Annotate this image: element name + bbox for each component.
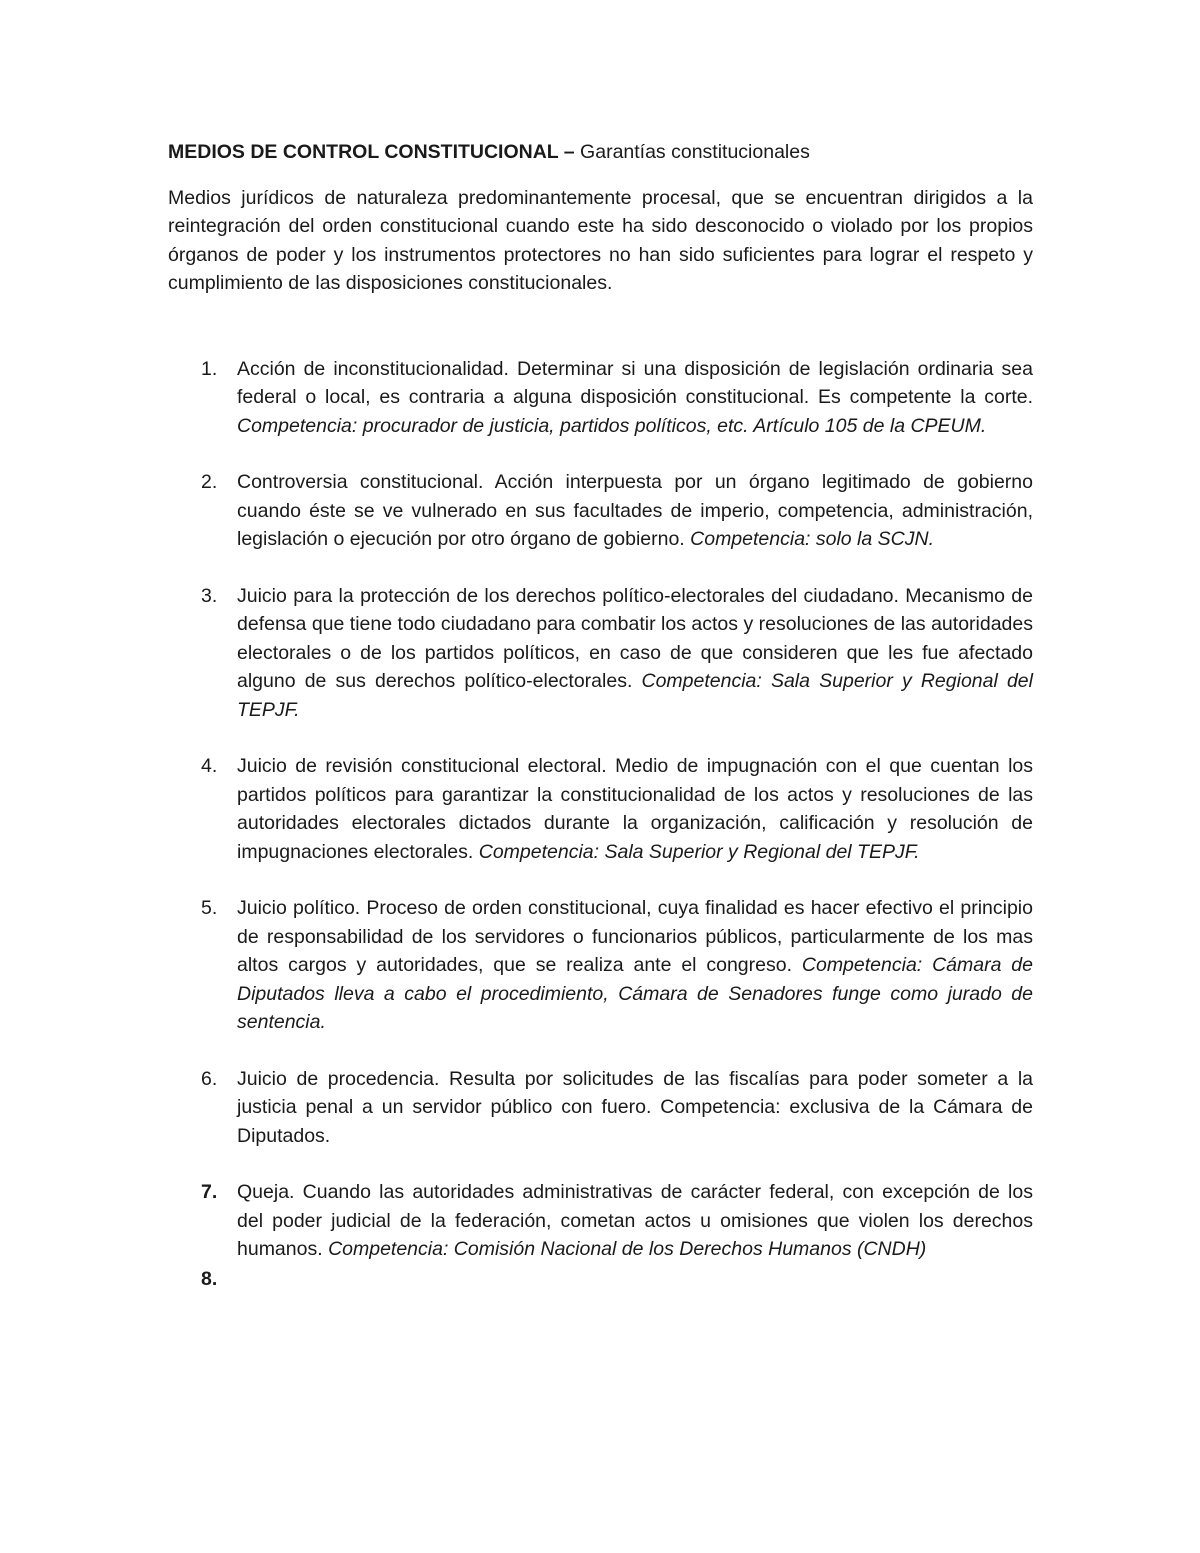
list-item-text: Juicio de revisión constitucional electoral. Medio de impugnación con el que cuentan los partidos políticos para garantizar la constitucionalidad de los actos y resoluciones de las autoridades electorales dictados durante la organización, calificación y resolución de impugnaciones electorales. (237, 755, 1033, 863)
list-item-number: 1. (201, 357, 218, 380)
list-item (168, 752, 1033, 866)
document-title (168, 138, 1033, 167)
list-item-number: 2. (201, 471, 218, 493)
list-item (168, 894, 1033, 1037)
document-content (168, 138, 1033, 1321)
list-item-body (237, 894, 1033, 1037)
list-item-body (237, 1065, 1033, 1151)
list-item-number: 3. (201, 584, 218, 607)
list-item-competence: Competencia: solo la SCJN. (690, 528, 934, 550)
list-item-number: 8. (201, 1267, 218, 1290)
list-item-text: Acción de inconstitucionalidad. Determinar si una disposición de legislación ordinaria sea federal o local, es contraria a alguna disposición constitucional. Es competente la corte. (237, 357, 1033, 408)
list-item-competence: Competencia: Cámara de Diputados lleva a cabo el procedimiento, Cámara de Senadores funge como jurado de sentencia. (237, 954, 1033, 1033)
list-item-body (237, 1265, 1033, 1294)
list-item-text: Juicio político. Proceso de orden constitucional, cuya finalidad es hacer efectivo el principio de responsabilidad de los servidores o funcionarios públicos, particularmente de los mas altos cargos y autoridades, que se realiza ante el congreso. (237, 897, 1033, 976)
list-item-text: Juicio para la protección de los derechos político-electorales del ciudadano. Mecanismo de defensa que tiene todo ciudadano para combatir los actos y resoluciones de las autoridades electorales o de los partidos políticos, en caso de que consideren que les fue afectado alguno de sus derechos político-electorales. (237, 584, 1033, 692)
list-item-number: 5. (201, 897, 218, 919)
list-item-body (237, 468, 1033, 554)
list-item-body (237, 1178, 1033, 1264)
list-item (168, 1265, 1033, 1294)
intro-paragraph: Medios jurídicos de naturaleza predominantemente procesal, que se encuentran dirigidos a la reintegración del orden constitucional cuando este ha sido desconocido o violado por los propios órganos de poder y los instrumentos protectores no han sido suficientes para lograr el respeto y cumplimiento de las disposiciones constitucionales. (168, 186, 1033, 294)
title-bold: MEDIOS DE CONTROL CONSTITUCIONAL – (168, 141, 575, 163)
list-item-number: 6. (201, 1067, 218, 1090)
list-item (168, 582, 1033, 725)
list-item (168, 1065, 1033, 1151)
list-item-competence: Competencia: procurador de justicia, partidos políticos, etc. Artículo 105 de la CPEUM. (237, 414, 987, 437)
list-item-body (237, 355, 1033, 441)
list-item-text: Controversia constitucional. Acción interpuesta por un órgano legitimado de gobierno cuando éste se ve vulnerado en sus facultades de imperio, competencia, administración, legislación o ejecución por otro órgano de gobierno. (237, 471, 1033, 550)
list-item-competence: Competencia: Sala Superior y Regional del TEPJF. (478, 840, 920, 863)
list-item-text: Juicio de procedencia. Resulta por solicitudes de las fiscalías para poder someter a la justicia penal a un servidor público con fuero. Competencia: exclusiva de la Cámara de Diputados. (237, 1067, 1033, 1147)
list-item (168, 355, 1033, 441)
title-subtitle: Garantías constitucionales (574, 141, 810, 163)
list-item-competence: Competencia: Sala Superior y Regional del TEPJF. (237, 670, 1033, 721)
list-item (168, 468, 1033, 554)
list-item-body (237, 582, 1033, 725)
list-item-competence: Competencia: Comisión Nacional de los Derechos Humanos (CNDH) (328, 1238, 927, 1260)
numbered-list (168, 355, 1033, 1294)
list-item-text: Queja. Cuando las autoridades administrativas de carácter federal, con excepción de los del poder judicial de la federación, cometan actos u omisiones que violen los derechos humanos. (237, 1181, 1033, 1260)
list-item-body (237, 752, 1033, 866)
list-item-number: 7. (201, 1181, 218, 1203)
list-item (168, 1178, 1033, 1264)
list-item-number: 4. (201, 755, 218, 777)
